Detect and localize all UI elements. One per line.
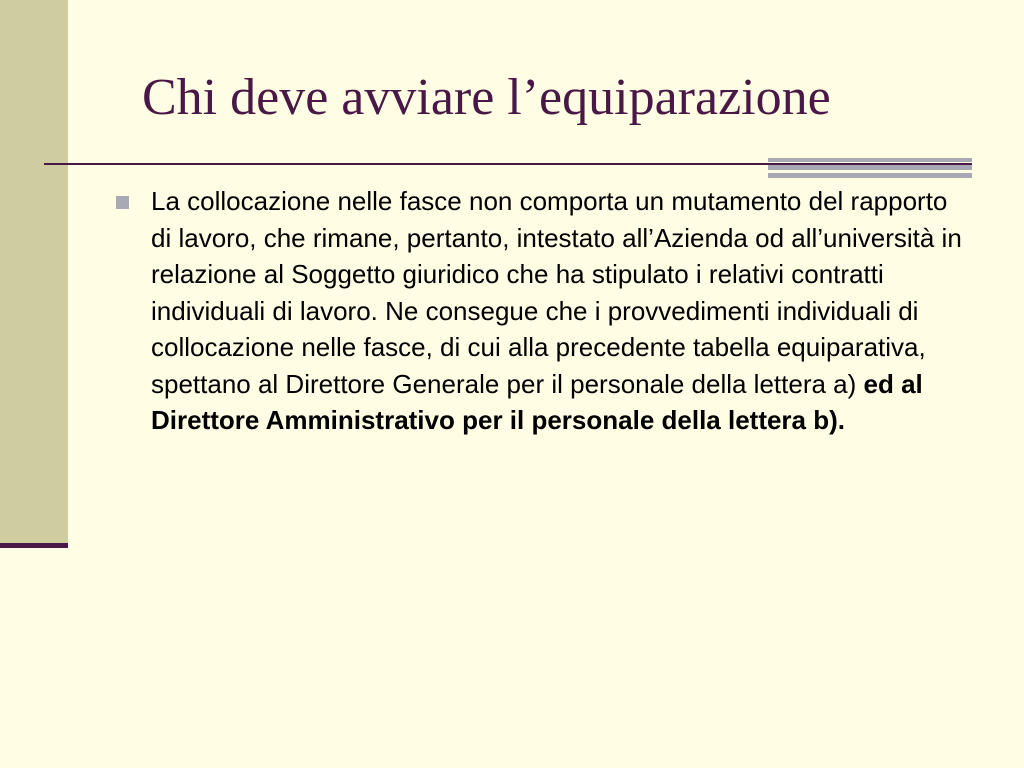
accent-bars-decoration xyxy=(768,156,972,180)
square-bullet-icon xyxy=(116,196,129,209)
slide-title: Chi deve avviare l’equiparazione xyxy=(142,69,831,126)
left-decorative-band xyxy=(0,0,68,548)
bullet-text: La collocazione nelle fasce non comporta un mutamento del rapporto di lavoro, che rimane, pertanto, intestato all’Azienda od all’università in relazione al Soggetto giuridico che ha stipulato i relativi contratti individuali di lavoro. Ne consegue che i provvedimenti individuali di collocazione nelle fasce, di cui alla precedente tabella equiparativa, spettano al Direttore Generale per il personale della lettera a) xyxy=(151,186,962,399)
bullet-bold-text: ed al Direttore Amministrativo per il personale della lettera b). xyxy=(151,368,923,435)
accent-bar xyxy=(768,173,972,178)
slide-body xyxy=(112,183,962,439)
left-band-underline xyxy=(0,543,68,548)
accent-bar xyxy=(768,158,972,162)
accent-bar xyxy=(768,165,972,170)
bullet-item xyxy=(112,183,962,439)
